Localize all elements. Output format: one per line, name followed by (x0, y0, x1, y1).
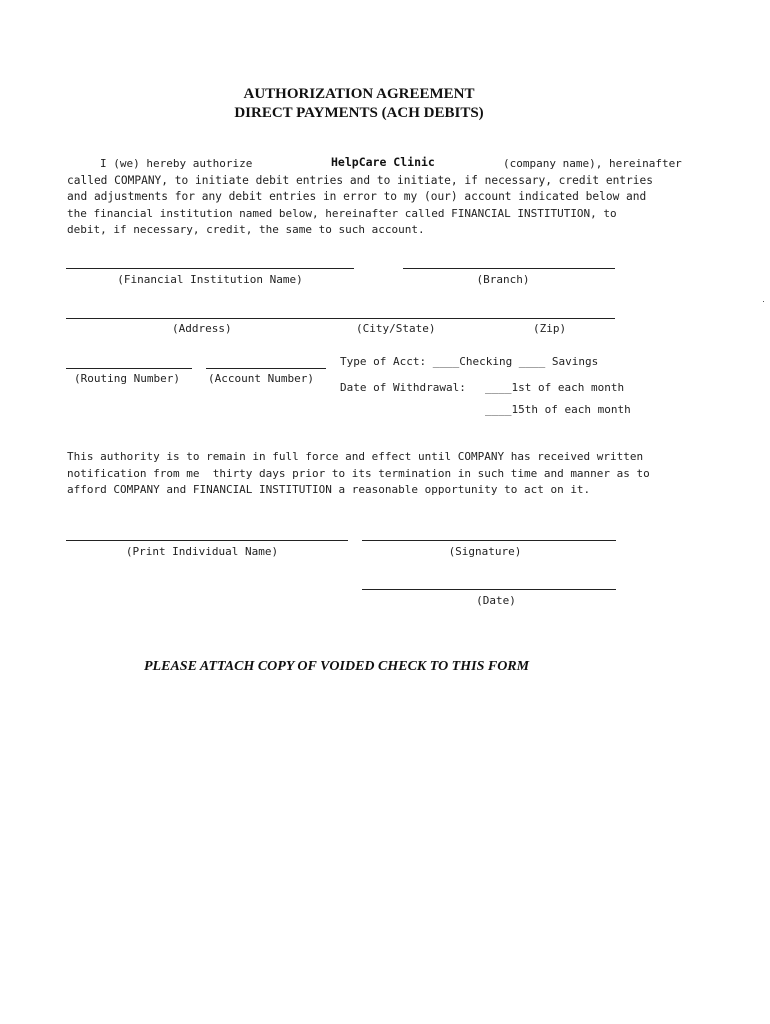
withdrawal-option-15th[interactable]: ____15th of each month (485, 403, 631, 416)
routing-number-line[interactable] (66, 368, 192, 369)
institution-name-line[interactable] (66, 268, 354, 269)
signature-line[interactable] (362, 540, 616, 541)
form-title-line2: DIRECT PAYMENTS (ACH DEBITS) (234, 105, 484, 121)
institution-name-caption: (Financial Institution Name) (117, 273, 303, 286)
company-name: HelpCare Clinic (331, 155, 435, 169)
intro-line1-suffix: (company name), hereinafter (503, 157, 682, 170)
account-type-label: Type of Acct: ____Checking ____ Savings (340, 355, 599, 368)
date-line[interactable] (362, 589, 616, 590)
intro-line3: and adjustments for any debit entries in error to my (our) account indicated below and (67, 190, 647, 203)
authority-line1: This authority is to remain in full force and effect until COMPANY has received written (67, 450, 644, 463)
withdrawal-option-1st[interactable]: ____1st of each month (485, 381, 625, 394)
branch-caption: (Branch) (476, 273, 530, 286)
address-line[interactable] (66, 318, 615, 319)
print-name-line[interactable] (66, 540, 348, 541)
branch-line[interactable] (403, 268, 615, 269)
account-number-caption: (Account Number) (208, 372, 314, 385)
date-caption: (Date) (476, 594, 516, 607)
address-caption: (Address) (172, 322, 232, 335)
intro-line1-prefix: I (we) hereby authorize (100, 157, 253, 170)
intro-line2: called COMPANY, to initiate debit entries and to initiate, if necessary, credit entries (67, 174, 653, 187)
signature-caption: (Signature) (448, 545, 522, 558)
voided-check-note: PLEASE ATTACH COPY OF VOIDED CHECK TO THIS FORM (144, 659, 530, 674)
print-name-caption: (Print Individual Name) (125, 545, 279, 558)
authority-line2: notification from me thirty days prior to its termination in such time and manner as to (67, 467, 650, 480)
intro-line4: the financial institution named below, hereinafter called FINANCIAL INSTITUTION, to (67, 207, 617, 220)
account-number-line[interactable] (206, 368, 326, 369)
authority-line3: afford COMPANY and FINANCIAL INSTITUTION a reasonable opportunity to act on it. (67, 483, 591, 496)
intro-line5: debit, if necessary, credit, the same to such account. (67, 223, 425, 236)
withdrawal-label: Date of Withdrawal: (340, 381, 466, 394)
city-state-caption: (City/State) (356, 322, 436, 335)
stray-dot (763, 301, 764, 302)
routing-number-caption: (Routing Number) (74, 372, 180, 385)
form-title-line1: AUTHORIZATION AGREEMENT (243, 86, 475, 102)
zip-caption: (Zip) (533, 322, 567, 335)
